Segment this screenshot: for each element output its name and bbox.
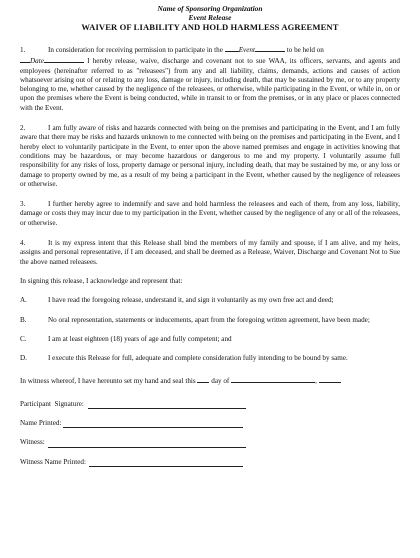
acknowledgement-item bbox=[20, 354, 400, 363]
paragraph-1-body: I hereby release, waive, discharge and covenant not to sue WAA, its officers, servants, and agents and employees (hereinafter referred to as "releasees") from any and all liability, claims, demands, actions and causes of action whatsoever arising out of or relating to any loss, damage or injury, including death, that may be sustained by me, or to any property belonging to me, whether caused by the negligence of the releasees, or otherwise, while participating in the Event, or while in, on or upon the premises where the Event is being conducted, while in transit to or from the premises, or in any place or places connected with the Event. bbox=[20, 57, 400, 112]
witness-name-printed-row bbox=[20, 458, 400, 467]
witness-label: Witness: bbox=[20, 438, 45, 447]
paragraph-1-intro: In consideration for receiving permission to participate in the bbox=[48, 46, 225, 54]
paragraph-2-body: I am fully aware of risks and hazards connected with being on the premises and participating in the Event, and I am fully aware that there may be risks and hazards unknown to me connected with being on the premises and participating in the Event, and I hereby elect to voluntarily participate in the Event, to enter upon the above named premises and engage in activities knowing that conditions may be hazardous, or may become hazardous or dangerous to me and my property. I voluntarily assume full responsibility for any risks of loss, property damage or personal injury, including death, that may be sustained by me, or any loss or damage to property owned by me, as a result of my being a participant in the Event, whether caused by the negligence of releasees or otherwise. bbox=[20, 124, 400, 188]
paragraph-2 bbox=[20, 124, 400, 189]
day-field[interactable] bbox=[197, 375, 209, 383]
paragraph-4-body: It is my express intent that this Release shall bind the members of my family and spouse, if I am alive, and my heirs, assigns and personal representative, if I am deceased, and shall be deemed as a Release, Waiver, Discharge and Covenant Not to Sue the above named releasees. bbox=[20, 239, 400, 266]
event-field[interactable] bbox=[255, 44, 285, 52]
witness-statement bbox=[20, 375, 400, 386]
date-field[interactable] bbox=[44, 55, 84, 63]
witness-signature-field[interactable] bbox=[48, 440, 246, 448]
paragraph-4 bbox=[20, 239, 400, 267]
page-title: WAIVER OF LIABILITY AND HOLD HARMLESS AGREEMENT bbox=[81, 22, 339, 32]
witness-statement-start: In witness whereof, I have hereunto set my hand and seal this bbox=[20, 377, 198, 386]
sponsoring-organization: Name of Sponsoring Organization bbox=[157, 4, 263, 13]
date-field-leading-blank[interactable] bbox=[20, 55, 30, 63]
event-release-subtitle: Event Release bbox=[188, 13, 232, 22]
paragraph-number: 4. bbox=[20, 239, 26, 248]
item-letter: A. bbox=[20, 296, 27, 305]
item-letter: C. bbox=[20, 334, 27, 343]
item-text: I execute this Release for full, adequate and complete consideration fully intending to be bound by same. bbox=[48, 354, 348, 363]
witness-name-printed-field[interactable] bbox=[89, 459, 243, 467]
item-letter: D. bbox=[20, 354, 27, 363]
event-field-label: Event bbox=[238, 46, 255, 54]
paragraph-number: 1. bbox=[20, 46, 26, 54]
item-text: I have read the foregoing release, understand it, and sign it voluntarily as my own free act and deed; bbox=[48, 296, 334, 305]
date-field-label: Date bbox=[30, 57, 44, 66]
paragraph-1 bbox=[20, 44, 400, 113]
item-text: No oral representation, statements or inducements, apart from the foregoing written agreement, have been made; bbox=[48, 315, 370, 324]
paragraph-3-body: I further hereby agree to indemnify and save and hold harmless the releasees and each of them, from any loss, liability, damage or costs they may incur due to my participation in the Event, whether caused by the negligence of any or all of the releasees, or otherwise. bbox=[20, 200, 400, 227]
witness-row bbox=[20, 438, 400, 447]
paragraph-3 bbox=[20, 200, 400, 228]
participant-signature-label: Participant Signature: bbox=[20, 399, 84, 408]
acknowledgement-item bbox=[20, 296, 400, 305]
year-field[interactable] bbox=[319, 375, 341, 383]
witness-statement-day-of: day of bbox=[209, 377, 232, 386]
paragraph-number: 2. bbox=[20, 124, 26, 133]
paragraph-1-to-be-held: to be held on bbox=[284, 46, 324, 54]
name-printed-field[interactable] bbox=[63, 420, 243, 428]
witness-name-printed-label: Witness Name Printed: bbox=[20, 457, 86, 466]
event-field-leading-blank[interactable] bbox=[225, 44, 239, 52]
acknowledgement-item bbox=[20, 316, 400, 325]
paragraph-number: 3. bbox=[20, 200, 26, 209]
participant-signature-field[interactable] bbox=[88, 401, 246, 409]
acknowledgement-item bbox=[20, 335, 400, 344]
month-field[interactable] bbox=[231, 375, 315, 383]
document-header bbox=[20, 4, 400, 33]
name-printed-row bbox=[20, 419, 400, 428]
item-text: I am at least eighteen (18) years of age and fully competent; and bbox=[48, 334, 232, 343]
item-letter: B. bbox=[20, 315, 27, 324]
acknowledgement-intro: In signing this release, I acknowledge and represent that: bbox=[20, 276, 183, 285]
witness-statement-comma: , bbox=[315, 377, 319, 386]
name-printed-label: Name Printed: bbox=[20, 419, 62, 428]
participant-signature-row bbox=[20, 400, 400, 409]
